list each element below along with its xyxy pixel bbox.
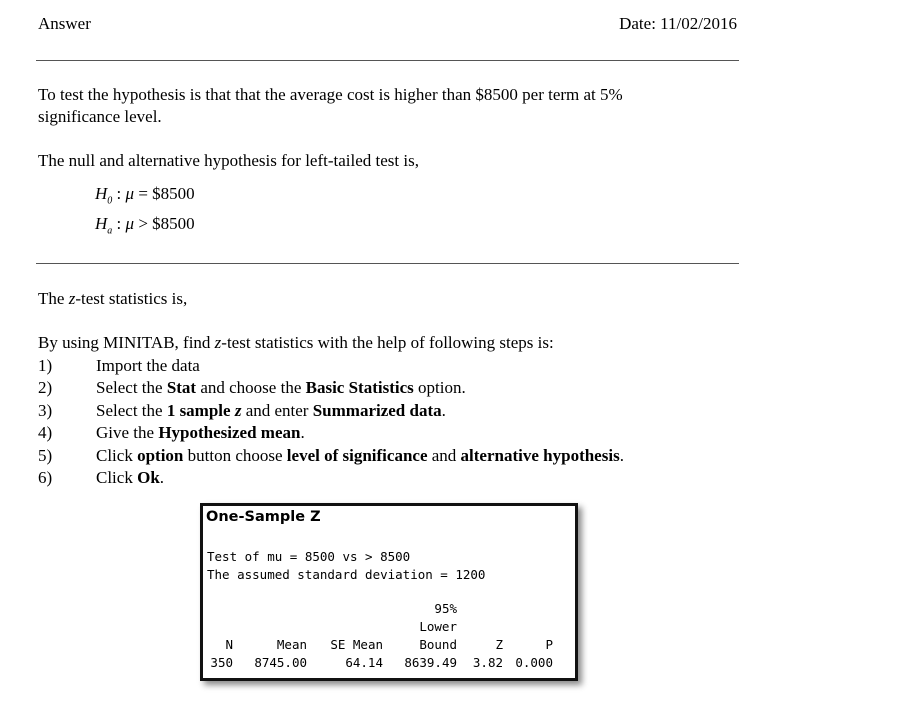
h0-value: $8500 <box>152 184 195 203</box>
step-item <box>38 445 624 467</box>
h0-subscript: 0 <box>107 195 113 207</box>
ztest-text <box>38 288 187 310</box>
null-hypothesis <box>95 184 195 206</box>
output-header-row <box>205 636 553 654</box>
step-item <box>38 377 624 399</box>
output-cell: 95% <box>434 601 457 616</box>
output-cell: Lower <box>419 619 457 634</box>
output-cell: 8745.00 <box>254 655 307 670</box>
step-text-bold: z <box>234 400 242 420</box>
ha-subscript: a <box>107 225 113 237</box>
step-text-part: Click <box>96 445 138 465</box>
output-test-line: Test of mu = 8500 vs > 8500 <box>207 549 411 564</box>
step-number: 5) <box>38 445 53 465</box>
output-cell <box>457 618 503 636</box>
ha-value: $8500 <box>152 214 195 233</box>
output-title: One-Sample Z <box>206 509 321 525</box>
step-text-part: and <box>427 445 461 465</box>
output-cell: 64.14 <box>345 655 383 670</box>
ztest-pre: The <box>38 289 69 308</box>
step-text-part: Click <box>96 467 138 487</box>
output-cell: Z <box>495 637 503 652</box>
step-item <box>38 355 624 377</box>
output-cell: N <box>225 637 233 652</box>
step-item <box>38 467 624 489</box>
answer-heading: Answer <box>38 14 91 33</box>
step-text-part: and choose the <box>196 378 306 398</box>
steps-list <box>38 355 624 489</box>
output-cell <box>205 600 233 618</box>
minitab-text <box>38 332 554 354</box>
step-text-bold: 1 sample <box>166 400 235 420</box>
output-cell <box>503 618 553 636</box>
step-number: 3) <box>38 400 53 420</box>
step-number: 1) <box>38 356 53 375</box>
output-cell <box>307 618 383 636</box>
step-text-part: and enter <box>241 400 313 420</box>
h0-relation: = <box>138 184 148 203</box>
ha-param: μ <box>125 214 135 233</box>
step-text-bold: Hypothesized mean <box>158 423 301 443</box>
output-cell <box>457 600 503 618</box>
ha-colon: : <box>116 214 122 233</box>
step-text-part: Select the <box>96 400 167 420</box>
minitab-z: z <box>214 333 222 352</box>
step-text-part: . <box>619 445 624 465</box>
output-cell: 0.000 <box>515 655 553 670</box>
step-text <box>96 422 305 444</box>
output-cell: 3.82 <box>472 655 503 670</box>
step-text <box>96 467 164 489</box>
step-text-part: Give the <box>96 423 159 443</box>
ha-symbol: H <box>95 214 108 233</box>
output-data-row <box>205 654 553 672</box>
step-text-part: . <box>441 400 446 420</box>
step-number: 4) <box>38 423 53 443</box>
output-cell: 8639.49 <box>404 655 457 670</box>
step-text-bold: Summarized data <box>312 400 442 420</box>
output-cell: P <box>545 637 553 652</box>
h0-colon: : <box>116 184 122 203</box>
ha-relation: > <box>138 214 148 233</box>
step-text <box>96 400 446 422</box>
output-cell <box>307 600 383 618</box>
output-cell: Bound <box>419 637 457 652</box>
intro-line-2: significance level. <box>38 107 162 126</box>
step-text-bold: Ok <box>137 467 160 487</box>
step-text-bold: level of significance <box>286 445 428 465</box>
step-text-bold: Stat <box>166 378 197 398</box>
output-cell <box>233 600 307 618</box>
output-sd-line: The assumed standard deviation = 1200 <box>207 567 486 582</box>
output-cell <box>233 618 307 636</box>
step-text-part: button choose <box>183 445 287 465</box>
intro-paragraph <box>38 84 623 128</box>
step-text-part: Select the <box>96 378 167 398</box>
step-text-part: . <box>159 467 165 487</box>
output-header-row <box>205 618 553 636</box>
alternative-hypothesis <box>95 214 195 236</box>
ztest-z: z <box>68 289 76 308</box>
minitab-output-box <box>200 503 578 681</box>
step-number: 6) <box>38 467 53 487</box>
step-text-bold: alternative hypothesis <box>460 445 620 465</box>
step-text-part: option. <box>413 378 466 398</box>
output-cell: SE Mean <box>330 637 383 652</box>
date-label: Date: 11/02/2016 <box>619 14 737 33</box>
step-item <box>38 400 624 422</box>
step-number: 2) <box>38 378 53 398</box>
divider-middle <box>36 263 739 264</box>
output-cell: Mean <box>276 637 307 652</box>
h0-symbol: H <box>95 184 108 203</box>
step-text <box>96 377 466 399</box>
output-cell: 350 <box>210 655 233 670</box>
output-cell <box>503 600 553 618</box>
divider-top <box>36 60 739 61</box>
step-text-bold: Basic Statistics <box>305 378 414 398</box>
intro-line-1: To test the hypothesis is that that the average cost is higher than $8500 per term at 5% <box>38 85 623 104</box>
output-header-row <box>205 600 553 618</box>
step-text-bold: option <box>137 445 184 465</box>
ztest-post: -test statistics is, <box>75 289 188 308</box>
h0-param: μ <box>125 184 135 203</box>
step-text-part: Import the data <box>96 356 200 375</box>
minitab-pre: By using MINITAB, find <box>38 333 215 352</box>
output-table <box>205 600 553 672</box>
null-alt-text: The null and alternative hypothesis for left-tailed test is, <box>38 151 419 170</box>
step-text <box>96 445 624 467</box>
minitab-post: -test statistics with the help of following steps is: <box>221 333 554 352</box>
step-text <box>96 355 200 377</box>
step-item <box>38 422 624 444</box>
step-text-part: . <box>300 423 305 443</box>
output-cell <box>205 618 233 636</box>
